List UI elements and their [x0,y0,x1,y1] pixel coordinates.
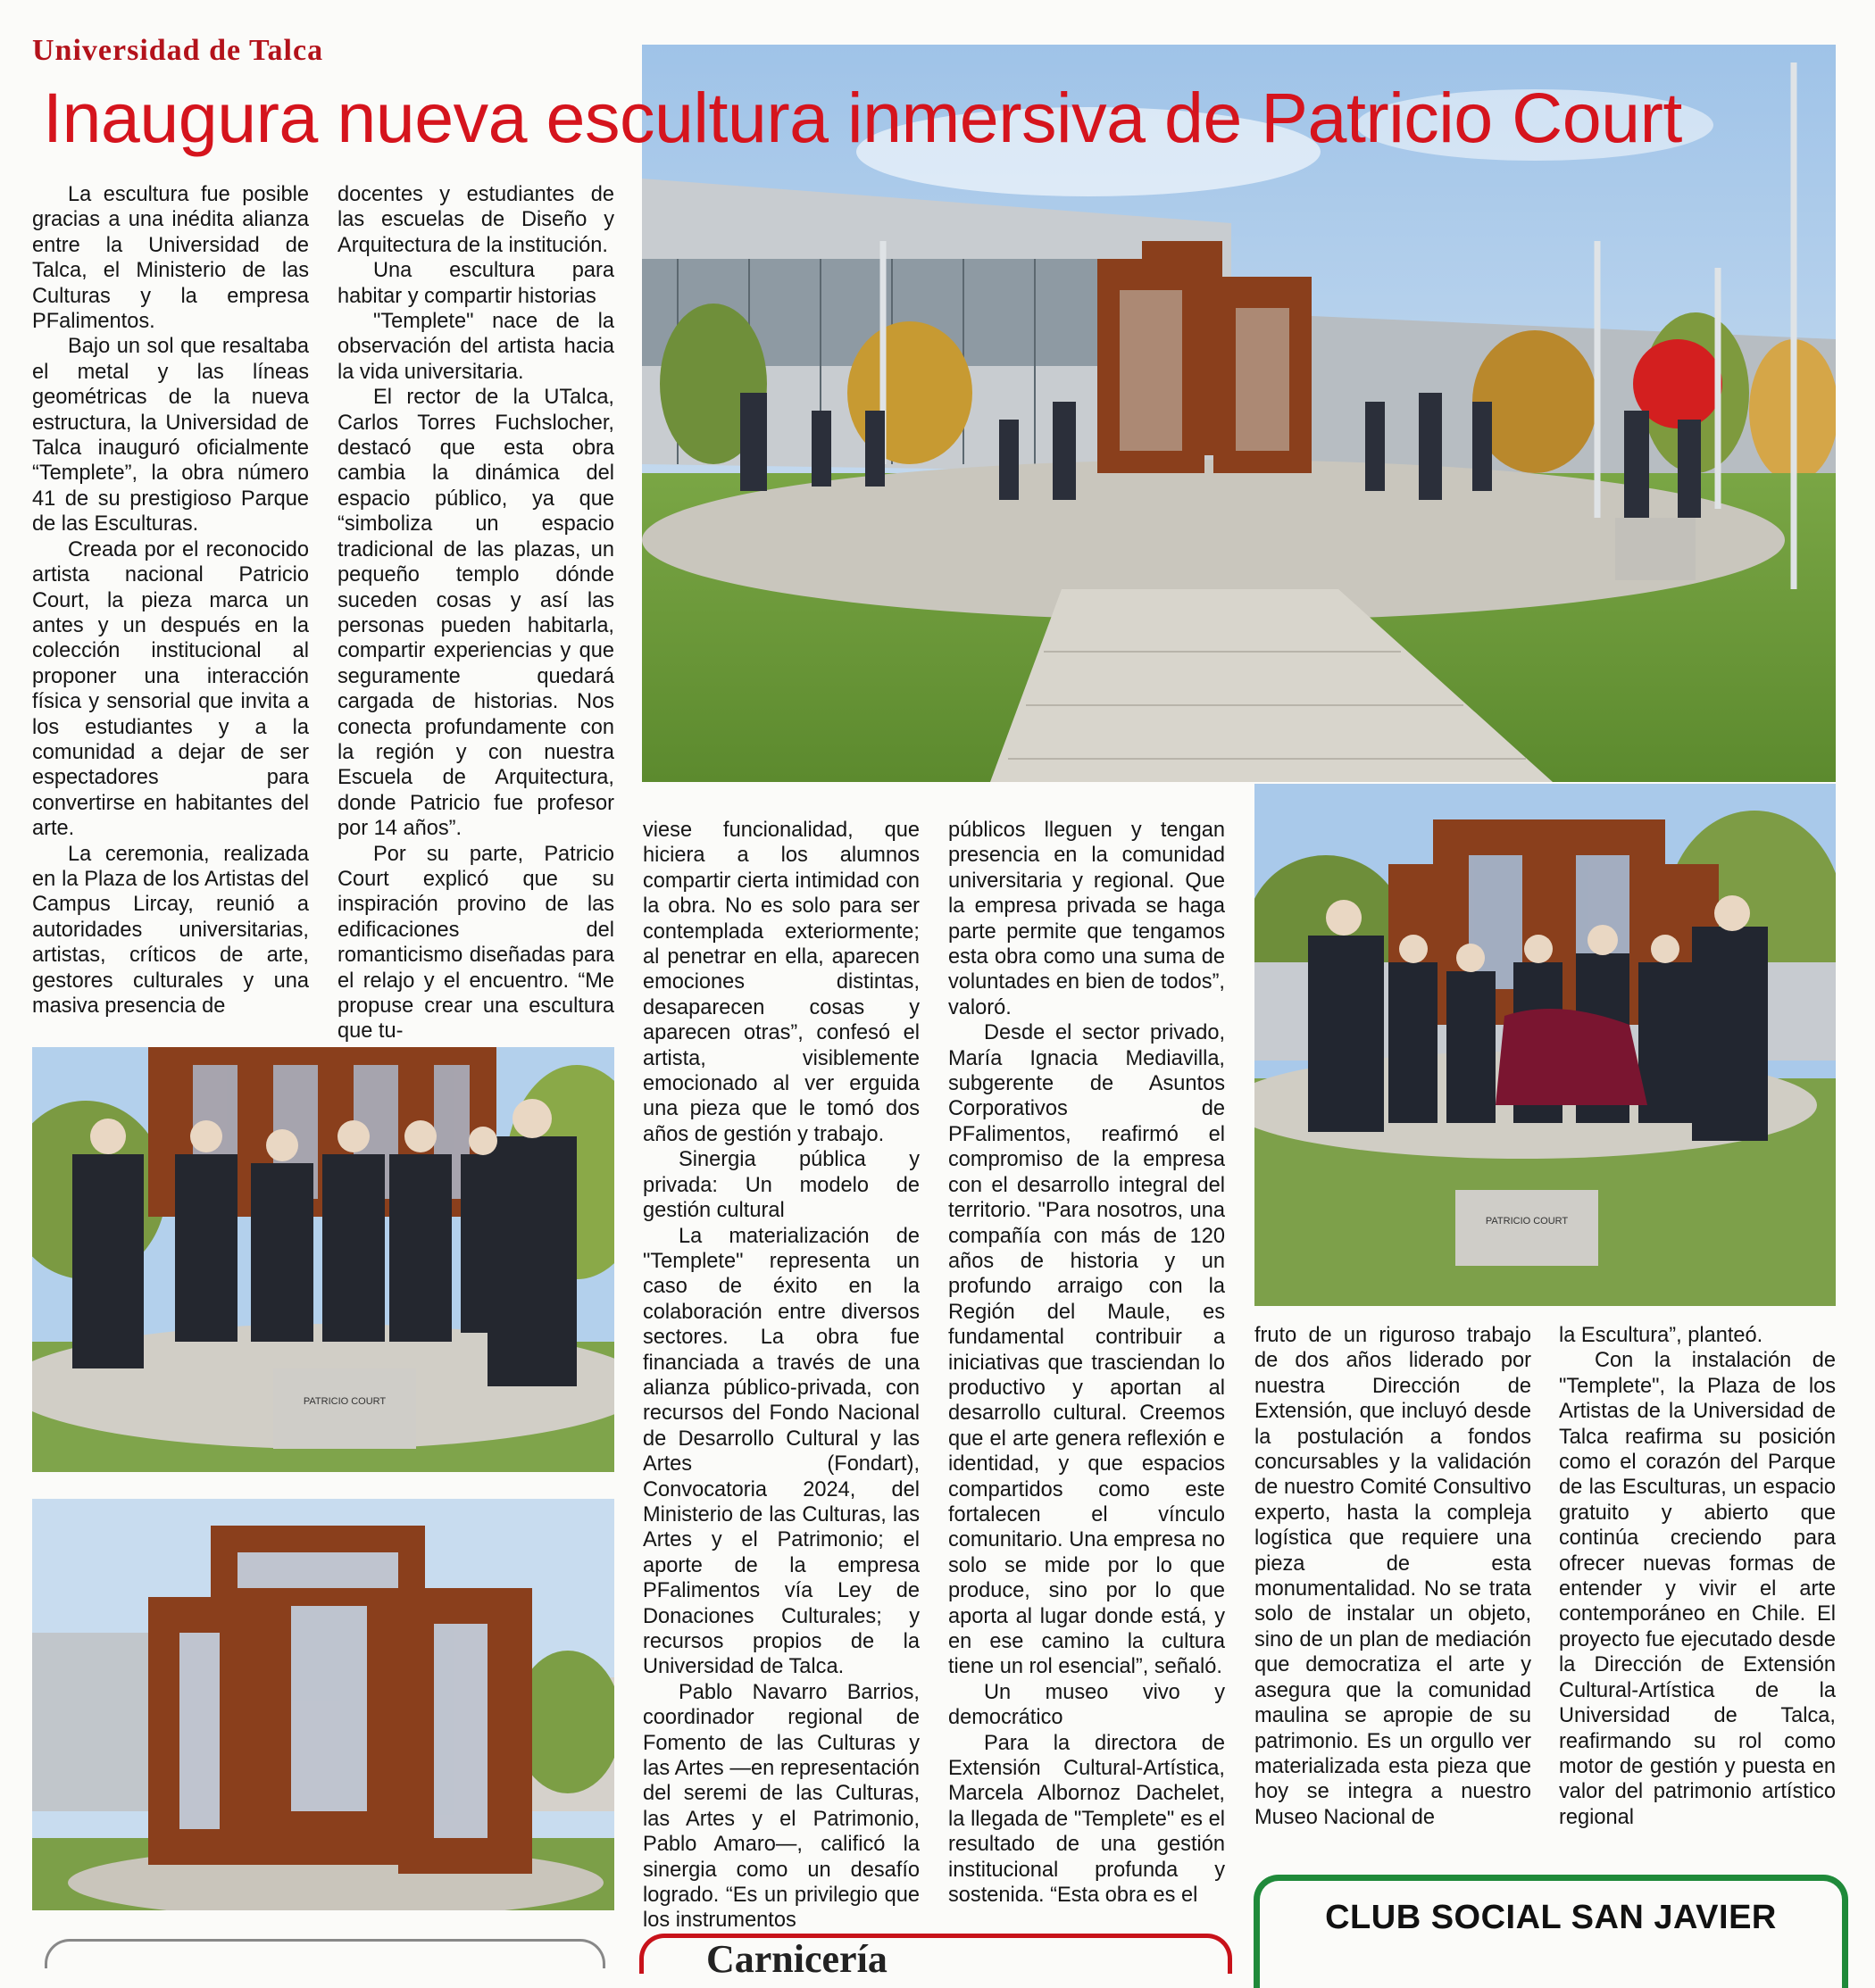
paragraph: viese funcionalidad, que hiciera a los alumnos compartir cierta intimidad con la obra. No es solo para ser contemplada exteriormente; al penetrar en ella, aparecen emociones distintas, desaparecen cosas y aparecen otras”, confesó el artista, visiblemente emocionado al ver erguida una pieza que le tomó dos años de gestión y trabajo. [643,819,920,1146]
column-3 [643,818,920,1934]
paragraph: "Templete" nace de la observación del artista hacia la vida universitaria. [338,310,614,384]
paragraph: La escultura fue posible gracias a una inédita alianza entre la Universidad de Talca, el Ministerio de las Culturas y la empresa PFalimentos. [32,183,309,334]
subheading: Sinergia pública y privada: Un modelo de gestión cultural [643,1148,920,1223]
ad-left [45,1939,605,1968]
ad-carniceria-title: Carnicería [706,1937,888,1981]
plaque-text-left: PATRICIO COURT [303,1396,387,1407]
paragraph: La ceremonia, realizada en la Plaza de los Artistas del Campus Lircay, reunió a autoridades universitarias, artistas, críticos de arte, gestores culturales y una masiva presencia de [32,842,309,1018]
ad-club-title: CLUB SOCIAL SAN JAVIER [1325,1899,1777,1936]
paragraph: públicos lleguen y tengan presencia en la comunidad universitaria y regional. Que la empresa privada se haga parte permite que tengamos esta obra como una suma de voluntades en bien de todos”, valoró. [948,819,1225,1019]
column-2 [338,182,614,1044]
subheading: Una escultura para habitar y compartir historias [338,259,614,308]
paragraph: La materialización de "Templete" representa un caso de éxito en la colaboración entre diversos sectores. La obra fue financiada a través de una alianza público-privada, con recursos del Fondo Nacional de Desarrollo Cultural y las Artes (Fondart), Convocatoria 2024, del Ministerio de las Culturas, las Artes y el Patrimonio; el aporte de la empresa PFalimentos vía Ley de Donaciones Culturales; y recursos propios de la Universidad de Talca. [643,1224,920,1679]
subheading: Un museo vivo y democrático [948,1680,1225,1730]
paragraph: Pablo Navarro Barrios, coordinador regional de Fomento de las Culturas y las Artes —en representación del seremi de las Culturas, las Artes y el Patrimonio, Pablo Amaro—, calificó la sinergia como un desafío logrado. “Es un privilegio que los instrumentos [643,1680,920,1933]
ceremony-photo-right [1254,784,1836,1306]
paragraph: Para la directora de Extensión Cultural-Artística, Marcela Albornoz Dachelet, la llegada de "Templete" es el resultado de una gestión institucional profunda y sostenida. “Esta obra es el [948,1731,1225,1908]
ad-carniceria [639,1934,1232,1981]
column-6 [1559,1323,1836,1830]
paragraph: Con la instalación de "Templete", la Plaza de los Artistas de la Universidad de Talca reafirma su posición como el corazón del Parque de las Esculturas, un espacio gratuito y abierto que continúa creciendo para ofrecer nuevas formas de entender y vivir el arte contemporáneo en Chile. El proyecto fue ejecutado desde la Dirección de Extensión Cultural-Artística de la Universidad de Talca, reafirmando su rol como motor de gestión y puesta en valor del patrimonio artístico regional [1559,1349,1836,1829]
column-4 [948,818,1225,1908]
paragraph: fruto de un riguroso trabajo de dos años liderado por nuestra Dirección de Extensión, que incluyó desde la postulación a fondos concursables y la validación de nuestro Comité Consultivo experto, hasta la compleja logística que requiere una pieza de esta monumentalidad. No se trata solo de instalar un objeto, sino de un plan de mediación que democratiza el arte y asegura que la comunidad maulina se apropie de su patrimonio. Es un orgullo ver materializada esta pieza que hoy se integra a nuestro Museo Nacional de [1254,1324,1531,1829]
paragraph: Por su parte, Patricio Court explicó que su inspiración provino de las edificaciones del romanticismo diseñadas para el relajo y el encuentro. “Me propuse crear una escultura que tu- [338,842,614,1044]
paragraph: Desde el sector privado, María Ignacia Mediavilla, subgerente de Asuntos Corporativos de PFalimentos, reafirmó el compromiso de la empresa con el desarrollo integral del territorio. "Para nosotros, una compañía con más de 120 años de historia y un profundo arraigo con la Región del Maule, es fundamental contribuir a iniciativas que trasciendan lo productivo y aportan al desarrollo cultural. Creemos que el arte genera reflexión e identidad, y que espacios compartidos como este fortalecen el vínculo comunitario. Una empresa no solo se mide por lo que produce, sino por lo que aporta al lugar donde está, y en ese camino la cultura tiene un rol esencial”, señaló. [948,1021,1225,1679]
paragraph: Bajo un sol que resaltaba el metal y las líneas geométricas de la nueva estructura, la Universidad de Talca inauguró oficialmente “Templete”, la obra número 41 de su prestigioso Parque de las Esculturas. [32,335,309,537]
kicker: Universidad de Talca [32,34,324,67]
paragraph: la Escultura”, planteó. [1559,1324,1763,1347]
headline: Inaugura nueva escultura inmersiva de Patricio Court [43,78,1682,157]
paragraph: docentes y estudiantes de las escuelas de Diseño y Arquitectura de la institución. [338,183,614,257]
paragraph: El rector de la UTalca, Carlos Torres Fuchslocher, destacó que esta obra cambia la dinámica del espacio público, ya que “simboliza un espacio tradicional de las plazas, un pequeño templo dónde suceden cosas y así las personas pueden habitarla, compartir experiencias y que seguramente quedará cargada de historias. Nos conecta profundamente con la región y con nuestra Escuela de Arquitectura, donde Patricio fue profesor por 14 años”. [338,386,614,841]
plaque-text-right: PATRICIO COURT [1485,1216,1569,1227]
ceremony-photo-left [32,1047,614,1472]
column-1 [32,182,309,1019]
sculpture-photo [32,1499,614,1910]
ad-club-social [1254,1875,1848,1988]
column-5 [1254,1323,1531,1830]
paragraph: Creada por el reconocido artista nacional Patricio Court, la pieza marca un antes y un después en la colección institucional al proponer una interacción física y sensorial que invita a los estudiantes y a la comunidad a dejar de ser espectadores para convertirse en habitantes del arte. [32,537,309,841]
